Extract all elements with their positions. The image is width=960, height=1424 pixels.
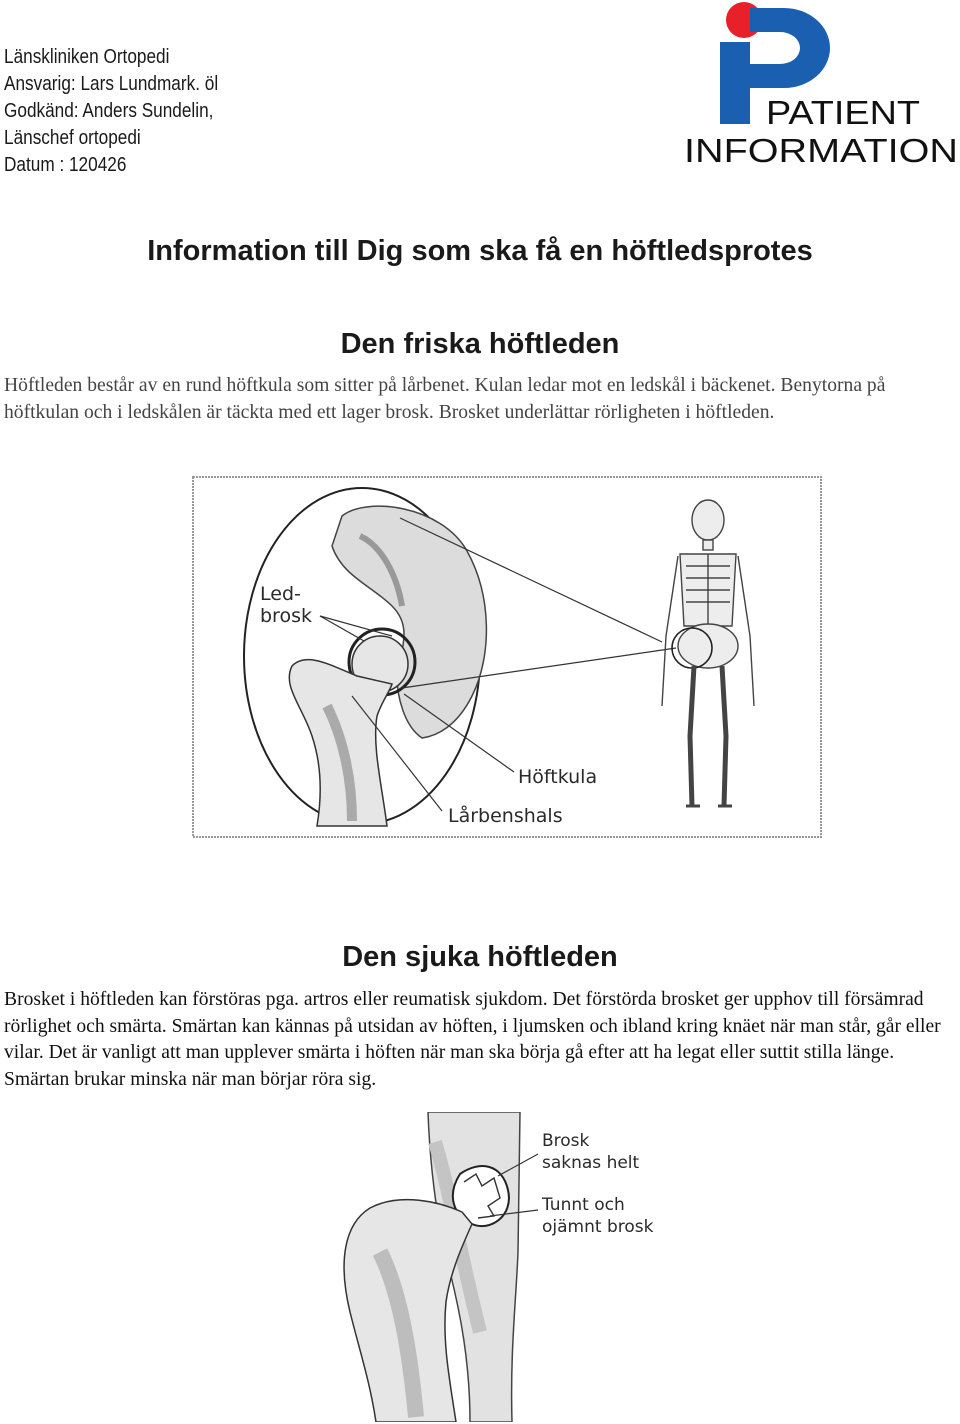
logo-text-patient: PATIENT bbox=[766, 94, 920, 131]
header-role: Länschef ortopedi bbox=[4, 127, 141, 149]
label-tunnt-line1: Tunnt och bbox=[542, 1195, 625, 1215]
skeleton-pelvis bbox=[678, 624, 738, 668]
label-larbenshals: Lårbenshals bbox=[448, 805, 563, 827]
header-clinic: Länskliniken Ortopedi bbox=[4, 46, 170, 68]
label-tunnt-line2: ojämnt brosk bbox=[542, 1217, 654, 1237]
patient-information-logo bbox=[680, 0, 960, 170]
logo-blue-bowl bbox=[750, 8, 830, 88]
skeleton-skull bbox=[692, 500, 724, 540]
logo-blue-stem bbox=[720, 42, 750, 124]
logo-text-information: INFORMATION bbox=[684, 132, 958, 169]
header-approved: Godkänd: Anders Sundelin, bbox=[4, 100, 214, 122]
header-date: Datum : 120426 bbox=[4, 154, 127, 176]
section-body-healthy-hip: Höftleden består av en rund höftkula som sitter på lårbenet. Kulan ledar mot en ledskål i bäckenet. Benytorna på höftkulan och i ledskålen är täckta med ett lager brosk. Brosket underlättar rörligheten i höftleden. bbox=[4, 375, 886, 423]
section-heading-diseased-hip: Den sjuka höftleden bbox=[342, 941, 618, 973]
skeleton-neck bbox=[703, 540, 713, 550]
diseased-hip-illustration bbox=[330, 1112, 670, 1422]
header-responsible: Ansvarig: Lars Lundmark. öl bbox=[4, 73, 219, 95]
label-brosk-line2: saknas helt bbox=[542, 1153, 640, 1173]
section-heading-healthy-hip: Den friska höftleden bbox=[340, 328, 620, 360]
healthy-hip-illustration bbox=[192, 476, 822, 838]
section-body-diseased-hip: Brosket i höftleden kan förstöras pga. artros eller reumatisk sjukdom. Det förstörda brosket ger upphov till försämrad rörlighet och smärta. Smärtan kan kännas på utsidan av höften, i ljumsken och ibland kring knäet när man står, går eller vilar. Det är vanligt att man upplever smärta i höften när man ska börja gå efter att ha legat eller suttit stilla länge. Smärtan brukar minska när man börjar röra sig. bbox=[4, 989, 941, 1090]
label-ledbrosk-line2: brosk bbox=[260, 605, 312, 627]
label-brosk-line1: Brosk bbox=[542, 1131, 590, 1151]
label-hoftkula: Höftkula bbox=[518, 766, 598, 788]
document-title: Information till Dig som ska få en höftledsprotes bbox=[147, 235, 813, 267]
label-ledbrosk-line1: Led- bbox=[260, 583, 301, 605]
